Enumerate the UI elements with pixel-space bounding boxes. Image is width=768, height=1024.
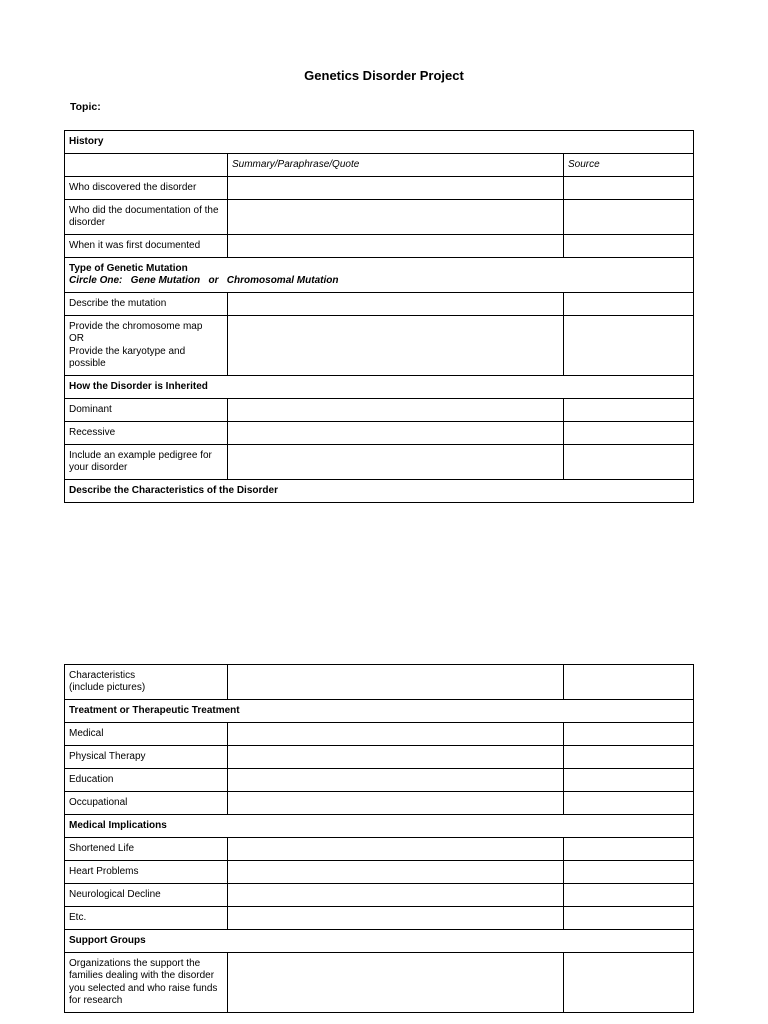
summary-cell[interactable] xyxy=(228,293,564,316)
source-cell[interactable] xyxy=(564,907,694,930)
source-cell[interactable] xyxy=(564,200,694,235)
section-medical-implications: Medical Implications xyxy=(65,815,694,838)
summary-cell[interactable] xyxy=(228,235,564,258)
mutation-circle-one[interactable]: Circle One: Gene Mutation or Chromosomal Mutation xyxy=(69,275,339,286)
summary-cell[interactable] xyxy=(228,200,564,235)
summary-cell[interactable] xyxy=(228,746,564,769)
topic-label: Topic: xyxy=(70,101,101,113)
source-cell[interactable] xyxy=(564,884,694,907)
section-treatment: Treatment or Therapeutic Treatment xyxy=(65,700,694,723)
row-label: Heart Problems xyxy=(65,861,228,884)
summary-cell[interactable] xyxy=(228,907,564,930)
source-cell[interactable] xyxy=(564,235,694,258)
row-label: Organizations the support the families dealing with the disorder you selected and who raise funds for research xyxy=(65,953,228,1013)
row-label: Describe the mutation xyxy=(65,293,228,316)
column-header-summary: Summary/Paraphrase/Quote xyxy=(228,154,564,177)
empty-cell[interactable] xyxy=(65,154,228,177)
source-cell[interactable] xyxy=(564,177,694,200)
source-cell[interactable] xyxy=(564,746,694,769)
row-label: Medical xyxy=(65,723,228,746)
source-cell[interactable] xyxy=(564,422,694,445)
row-label: When it was first documented xyxy=(65,235,228,258)
section-characteristics: Describe the Characteristics of the Disorder xyxy=(65,480,694,503)
summary-cell[interactable] xyxy=(228,316,564,376)
source-cell[interactable] xyxy=(564,293,694,316)
source-cell[interactable] xyxy=(564,792,694,815)
row-label: Physical Therapy xyxy=(65,746,228,769)
summary-cell[interactable] xyxy=(228,665,564,700)
source-cell[interactable] xyxy=(564,838,694,861)
row-label: Neurological Decline xyxy=(65,884,228,907)
row-label: Occupational xyxy=(65,792,228,815)
row-label: Education xyxy=(65,769,228,792)
history-table xyxy=(64,130,694,503)
source-cell[interactable] xyxy=(564,399,694,422)
row-label: Shortened Life xyxy=(65,838,228,861)
page-title: Genetics Disorder Project xyxy=(304,68,464,83)
summary-cell[interactable] xyxy=(228,792,564,815)
source-cell[interactable] xyxy=(564,665,694,700)
summary-cell[interactable] xyxy=(228,177,564,200)
column-header-source: Source xyxy=(564,154,694,177)
summary-cell[interactable] xyxy=(228,723,564,746)
section-history: History xyxy=(65,131,694,154)
row-label: Etc. xyxy=(65,907,228,930)
summary-cell[interactable] xyxy=(228,769,564,792)
source-cell[interactable] xyxy=(564,445,694,480)
row-label: Provide the chromosome map OR Provide the karyotype and possible xyxy=(65,316,228,376)
row-label: Recessive xyxy=(65,422,228,445)
summary-cell[interactable] xyxy=(228,399,564,422)
section-mutation xyxy=(65,258,694,293)
source-cell[interactable] xyxy=(564,769,694,792)
summary-cell[interactable] xyxy=(228,445,564,480)
row-label: Characteristics (include pictures) xyxy=(65,665,228,700)
row-label: Include an example pedigree for your disorder xyxy=(65,445,228,480)
section-inherited: How the Disorder is Inherited xyxy=(65,376,694,399)
source-cell[interactable] xyxy=(564,953,694,1013)
mutation-heading: Type of Genetic Mutation xyxy=(69,262,188,274)
section-support-groups: Support Groups xyxy=(65,930,694,953)
summary-cell[interactable] xyxy=(228,861,564,884)
summary-cell[interactable] xyxy=(228,884,564,907)
row-label: Dominant xyxy=(65,399,228,422)
summary-cell[interactable] xyxy=(228,422,564,445)
source-cell[interactable] xyxy=(564,723,694,746)
source-cell[interactable] xyxy=(564,861,694,884)
source-cell[interactable] xyxy=(564,316,694,376)
characteristics-table xyxy=(64,664,694,1013)
summary-cell[interactable] xyxy=(228,838,564,861)
summary-cell[interactable] xyxy=(228,953,564,1013)
row-label: Who discovered the disorder xyxy=(65,177,228,200)
row-label: Who did the documentation of the disorder xyxy=(65,200,228,235)
